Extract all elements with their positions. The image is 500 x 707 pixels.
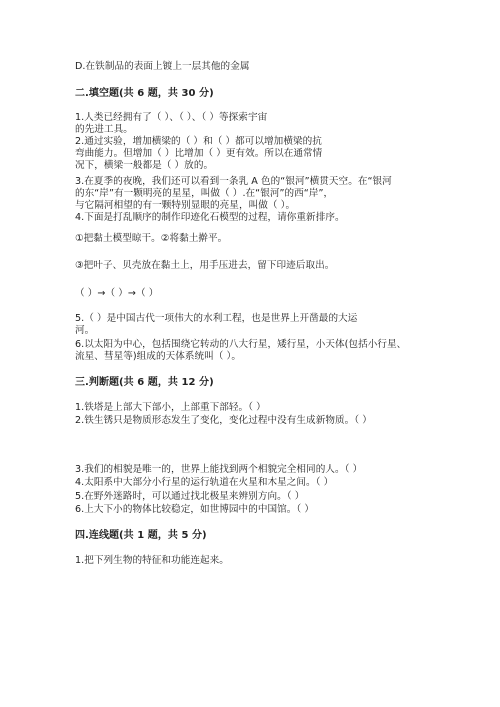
fill-line: 弯曲能力。但增加（ ）比增加（ ）更有效。所以在通常情 bbox=[75, 148, 323, 159]
fill-line: 的先进工具。 bbox=[75, 124, 133, 135]
fill-line: 况下，横梁一般都是（ ）放的。 bbox=[75, 160, 214, 171]
section-fill-heading: 二.填空题(共 6 题，共 30 分) bbox=[75, 88, 214, 99]
fill-line: 河。 bbox=[75, 325, 95, 336]
section-match-heading: 四.连线题(共 1 题，共 5 分) bbox=[75, 530, 207, 541]
fill-line: 与它隔河相望的有一颗特别显眼的亮星，叫做（ ）。 bbox=[75, 200, 296, 211]
step-line: ③把叶子、贝壳放在黏土上，用手压进去，留下印迹后取出。 bbox=[75, 260, 335, 271]
judge-line: 3.我们的相貌是唯一的，世界上能找到两个相貌完全相同的人。（ ） bbox=[75, 464, 363, 475]
fill-line: 3.在夏季的夜晚，我们还可以看到一条乳 A 色的“银河”横贯天空。在“银河 bbox=[75, 176, 392, 187]
fill-line: 4.下面是打乱顺序的制作印迹化石模型的过程，请你重新排序。 bbox=[75, 212, 345, 223]
judge-line: 2.铁生锈只是物质形态发生了变化，变化过程中没有生成新物质。（ ） bbox=[75, 415, 372, 426]
step-line: ①把黏土模型晾干。②将黏土擀平。 bbox=[75, 233, 228, 244]
fill-line: 1.人类已经拥有了（ ）、（ ）、（ ）等探索宇宙 bbox=[75, 112, 268, 123]
fill-line: 2.通过实验，增加横梁的（ ）和（ ）都可以增加横梁的抗 bbox=[75, 136, 322, 147]
judge-line: 4.太阳系中大部分小行星的运行轨道在火星和木星之间。（ ） bbox=[75, 477, 334, 488]
judge-line: 5.在野外迷路时，可以通过找北极星来辨别方向。（ ） bbox=[75, 491, 305, 502]
fill-line: 6.以太阳为中心，包括围绕它转动的八大行星，矮行星，小天体(包括小行星、 bbox=[75, 339, 407, 350]
fill-line: 流星、彗星等)组成的天体系统叫（ ）。 bbox=[75, 351, 242, 362]
section-judge-heading: 三.判断题(共 6 题，共 12 分) bbox=[75, 377, 214, 388]
match-line: 1.把下列生物的特征和功能连起来。 bbox=[75, 555, 229, 566]
fill-line: 的东“岸”有一颗明亮的星星，叫做（ ）.在“银河”的西“岸”， bbox=[75, 188, 334, 199]
judge-line: 6.上大下小的物体比较稳定，如世博园中的中国馆。（ ） bbox=[75, 504, 315, 515]
step-order-line: （ ）→（ ）→（ ） bbox=[75, 288, 159, 299]
judge-line: 1.铁塔是上部大下部小，上部重下部轻。（ ） bbox=[75, 402, 266, 413]
option-d: D.在铁制品的表面上镀上一层其他的金属 bbox=[75, 61, 250, 72]
fill-line: 5.（ ）是中国古代一项伟大的水利工程，也是世界上开凿最的大运 bbox=[75, 313, 358, 324]
